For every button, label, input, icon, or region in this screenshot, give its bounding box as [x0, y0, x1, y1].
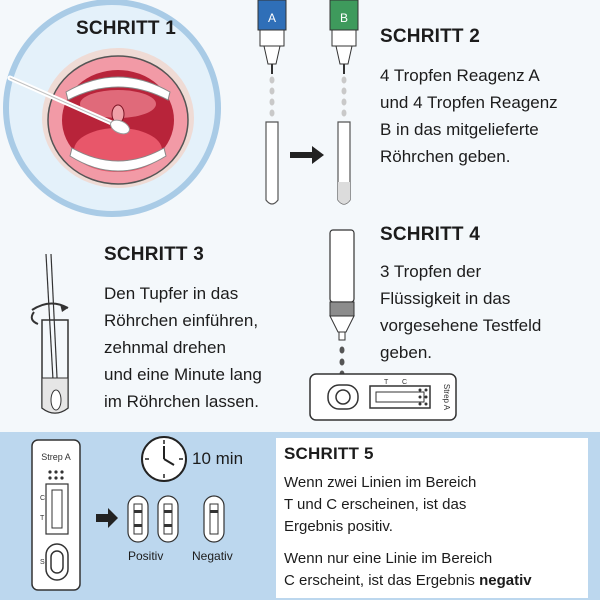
step5-para1-line: Wenn zwei Linien im Bereich [284, 474, 477, 491]
step5-para1-line: Ergebnis positiv. [284, 518, 393, 535]
step2-line: Röhrchen geben. [380, 147, 511, 166]
step4-line: 3 Tropfen der [380, 262, 482, 281]
negative-label: Negativ [192, 549, 233, 563]
positive-label: Positiv [128, 549, 164, 563]
bottle-a-label: A [267, 11, 277, 25]
step5-mark-t: T [40, 515, 45, 522]
step3-line: Den Tupfer in das [104, 284, 239, 303]
step2-instructions [380, 62, 595, 170]
step3-line: im Röhrchen lassen. [104, 392, 259, 411]
step2-line: 4 Tropfen Reagenz A [380, 66, 540, 85]
step4-instructions [380, 258, 595, 366]
step4-line: geben. [380, 343, 432, 362]
negative-keyword: negativ [479, 572, 532, 589]
step5-cassette-label: Strep A [41, 452, 71, 462]
step5-heading: SCHRITT 5 [284, 444, 374, 463]
step4-line: vorgesehene Testfeld [380, 316, 542, 335]
step3-heading: SCHRITT 3 [104, 244, 204, 265]
step2-line: und 4 Tropfen Reagenz [380, 93, 558, 112]
step3-instructions [104, 280, 299, 415]
step5-text-box [276, 438, 588, 598]
step5-paragraph-1 [284, 472, 584, 538]
step3-line: Röhrchen einführen, [104, 311, 259, 330]
step5-para1-line: T und C erscheinen, ist das [284, 496, 467, 513]
step4-mark-t: T [384, 379, 389, 386]
step2-line: B in das mitgelieferte [380, 120, 539, 139]
step5-paragraph-2 [284, 548, 584, 592]
bottle-b-label: B [339, 11, 349, 25]
step3-line: und eine Minute lang [104, 365, 262, 384]
test-cassette-horizontal [308, 372, 458, 422]
step4-heading: SCHRITT 4 [380, 224, 480, 245]
step4-line: Flüssigkeit in das [380, 289, 511, 308]
step5-mark-c: C [40, 495, 46, 502]
reagent-bottles-illustration [246, 0, 370, 212]
step5-para2-line: Wenn nur eine Linie im Bereich [284, 550, 493, 567]
step5-para2-line [284, 570, 584, 592]
dropper-tube-illustration [322, 226, 362, 386]
step2-heading: SCHRITT 2 [380, 26, 480, 47]
step5-para2-prefix: C erscheint, ist das Ergebnis [284, 572, 480, 589]
step3-line: zehnmal drehen [104, 338, 226, 357]
step4-cassette-label: Strep A [442, 383, 451, 411]
swab-in-tube-illustration [20, 248, 84, 420]
timer-label: 10 min [192, 449, 244, 468]
step1-heading: SCHRITT 1 [76, 18, 176, 39]
step5-mark-s: S [40, 559, 45, 566]
step4-mark-c: C [402, 379, 408, 386]
